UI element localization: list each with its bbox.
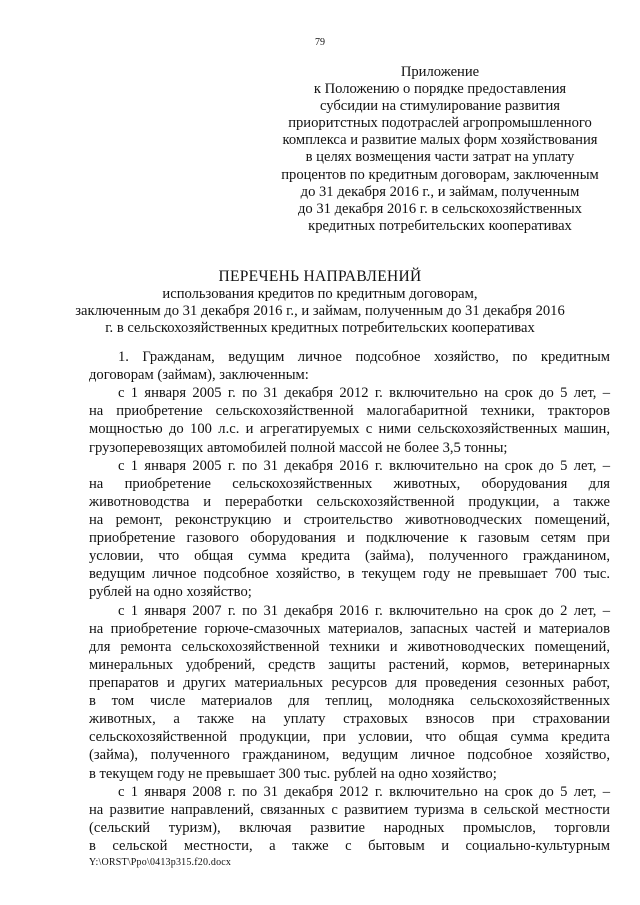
body-line: 1. Гражданам, ведущим личное подсобное хозяйство, по кредитным: [118, 349, 610, 365]
body-line: с 1 января 2005 г. по 31 декабря 2016 г. включительно на срок до 5 лет, –: [118, 457, 610, 474]
body-line: приобретение газового оборудования и подключение к газовым сетям при: [89, 530, 610, 547]
body-line: на приобретение сельскохозяйственных животных, оборудования для: [89, 475, 610, 492]
appendix-line: субсидии на стимулирование развития: [319, 98, 561, 115]
body-line: мощностью до 100 л.с. и агрегатируемых с ними сельскохозяйственных машин,: [89, 421, 610, 438]
subtitle-line: заключенным до 31 декабря 2016 г., и займам, полученным до 31 декабря 2016: [75, 303, 565, 320]
appendix-line: комплекса и развитие малых форм хозяйствования: [282, 132, 598, 149]
appendix-line: приоритстных подотраслей агропромышленного: [288, 115, 592, 132]
body-line: (займа), полученного гражданином, ведущим личное подсобное хозяйство,: [89, 747, 610, 764]
body-line: сельскохозяйственной продукции, при условии, что общая сумма кредита: [89, 729, 610, 746]
body-line: на приобретение сельскохозяйственной малогабаритной техники, тракторов: [89, 403, 610, 420]
body-line: препаратов и других материальных ресурсов для проведения сезонных работ,: [89, 674, 610, 691]
appendix-block: [262, 64, 618, 235]
body-line: в сельской местности, а также с бытовым и социально-культурным: [89, 837, 610, 854]
body-line: с 1 января 2005 г. по 31 декабря 2012 г. включительно на срок до 5 лет, –: [118, 385, 610, 402]
page-number: 79: [315, 37, 325, 48]
footer-file-path: Y:\ORST\Ppo\0413p315.f20.docx: [89, 857, 232, 868]
body-line: с 1 января 2007 г. по 31 декабря 2016 г. включительно на срок до 2 лет, –: [118, 602, 610, 619]
body-line: с 1 января 2008 г. по 31 декабря 2012 г. включительно на срок до 5 лет, –: [118, 783, 610, 800]
body-line: условии, что общая сумма кредита (займа), полученного гражданином,: [89, 548, 610, 565]
appendix-line: Приложение: [400, 64, 480, 80]
body-line: в том числе материалов для теплиц, молодняка сельскохозяйственных: [89, 693, 610, 710]
body-line: договорам (займам), заключенным:: [89, 367, 309, 384]
body-text: [89, 348, 610, 855]
body-line: животноводства и переработки сельскохозяйственной продукции, а также: [89, 493, 610, 510]
body-line: животных, а также на уплату страховых взносов при страховании: [89, 711, 610, 728]
appendix-line: в целях возмещения части затрат на уплату: [305, 149, 575, 166]
body-line: грузоперевозящих автомобилей полной массой не более 3,5 тонны;: [89, 439, 508, 456]
body-line: ведущим личное подсобное хозяйство, в текущем году не превышает 700 тыс.: [89, 566, 610, 583]
document-title: ПЕРЕЧЕНЬ НАПРАВЛЕНИЙ: [218, 268, 422, 285]
appendix-line: до 31 декабря 2016 г., и займам, полученным: [300, 183, 580, 200]
body-line: на развитие направлений, связанных с развитием туризма в сельской местности: [89, 801, 610, 818]
appendix-line: кредитных потребительских кооперативах: [308, 217, 572, 234]
body-line: для ремонта сельскохозяйственной техники и животноводческих помещений,: [89, 638, 610, 655]
appendix-line: процентов по кредитным договорам, заключенным: [281, 166, 599, 183]
body-line: минеральных удобрений, средств защиты растений, кормов, ветеринарных: [89, 656, 610, 673]
document-subtitle: [0, 286, 640, 338]
appendix-line: до 31 декабря 2016 г. в сельскохозяйственных: [298, 200, 582, 217]
appendix-line: к Положению о порядке предоставления: [313, 81, 567, 98]
body-line: на ремонт, реконструкцию и строительство животноводческих помещений,: [89, 511, 610, 528]
subtitle-line: г. в сельскохозяйственных кредитных потребительских кооперативах: [105, 320, 535, 337]
body-line: рублей на одно хозяйство;: [89, 584, 252, 601]
body-line: на приобретение горюче-смазочных материалов, запасных частей и материалов: [89, 620, 610, 637]
body-line: (сельский туризм), включая развитие народных промыслов, торговли: [89, 819, 610, 836]
subtitle-line: использования кредитов по кредитным договорам,: [162, 286, 478, 302]
body-line: в текущем году не превышает 300 тыс. рублей на одно хозяйство;: [89, 765, 497, 782]
